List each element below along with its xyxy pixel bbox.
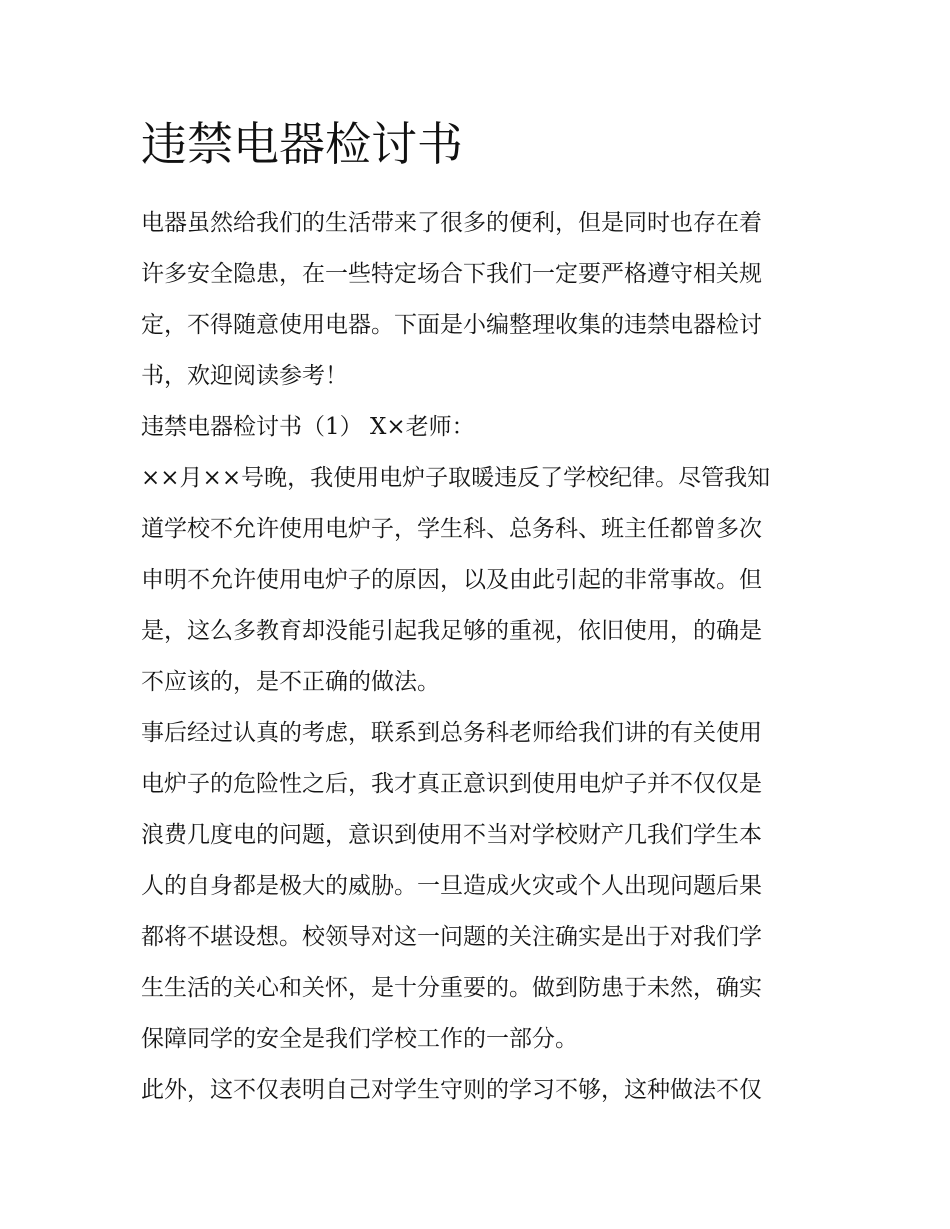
text-line: 道学校不允许使用电炉子，学生科、总务科、班主任都曾多次 [141, 516, 762, 542]
document-body [141, 198, 813, 1116]
text-line: 不应该的，是不正确的做法。 [141, 669, 440, 695]
text-line: 是，这么多教育却没能引起我足够的重视，依旧使用，的确是 [141, 618, 762, 644]
text-line: 事后经过认真的考虑，联系到总务科老师给我们讲的有关使用 [141, 720, 762, 746]
text-line: 人的自身都是极大的威胁。一旦造成火灾或个人出现问题后果 [141, 873, 762, 899]
text-line: 生生活的关心和关怀，是十分重要的。做到防患于未然，确实 [141, 975, 762, 1001]
section-heading-line: 违禁电器检讨书（1） X×老师： [141, 414, 475, 440]
text-line: 书，欢迎阅读参考！ [141, 363, 348, 389]
text-line: 定，不得随意使用电器。下面是小编整理收集的违禁电器检讨 [141, 312, 762, 338]
text-line: 申明不允许使用电炉子的原因，以及由此引起的非常事故。但 [141, 567, 762, 593]
text-line: 保障同学的安全是我们学校工作的一部分。 [141, 1026, 578, 1052]
text-line: ××月××号晚，我使用电炉子取暖违反了学校纪律。尽管我知 [141, 465, 771, 491]
document-title: 违禁电器检讨书 [141, 117, 463, 171]
text-line: 电器虽然给我们的生活带来了很多的便利，但是同时也存在着 [141, 210, 762, 236]
text-line: 电炉子的危险性之后，我才真正意识到使用电炉子并不仅仅是 [141, 771, 762, 797]
text-line: 此外，这不仅表明自己对学生守则的学习不够，这种做法不仅 [141, 1077, 762, 1103]
text-line: 都将不堪设想。校领导对这一问题的关注确实是出于对我们学 [141, 924, 762, 950]
text-line: 许多安全隐患，在一些特定场合下我们一定要严格遵守相关规 [141, 261, 762, 287]
text-line: 浪费几度电的问题，意识到使用不当对学校财产几我们学生本 [141, 822, 762, 848]
